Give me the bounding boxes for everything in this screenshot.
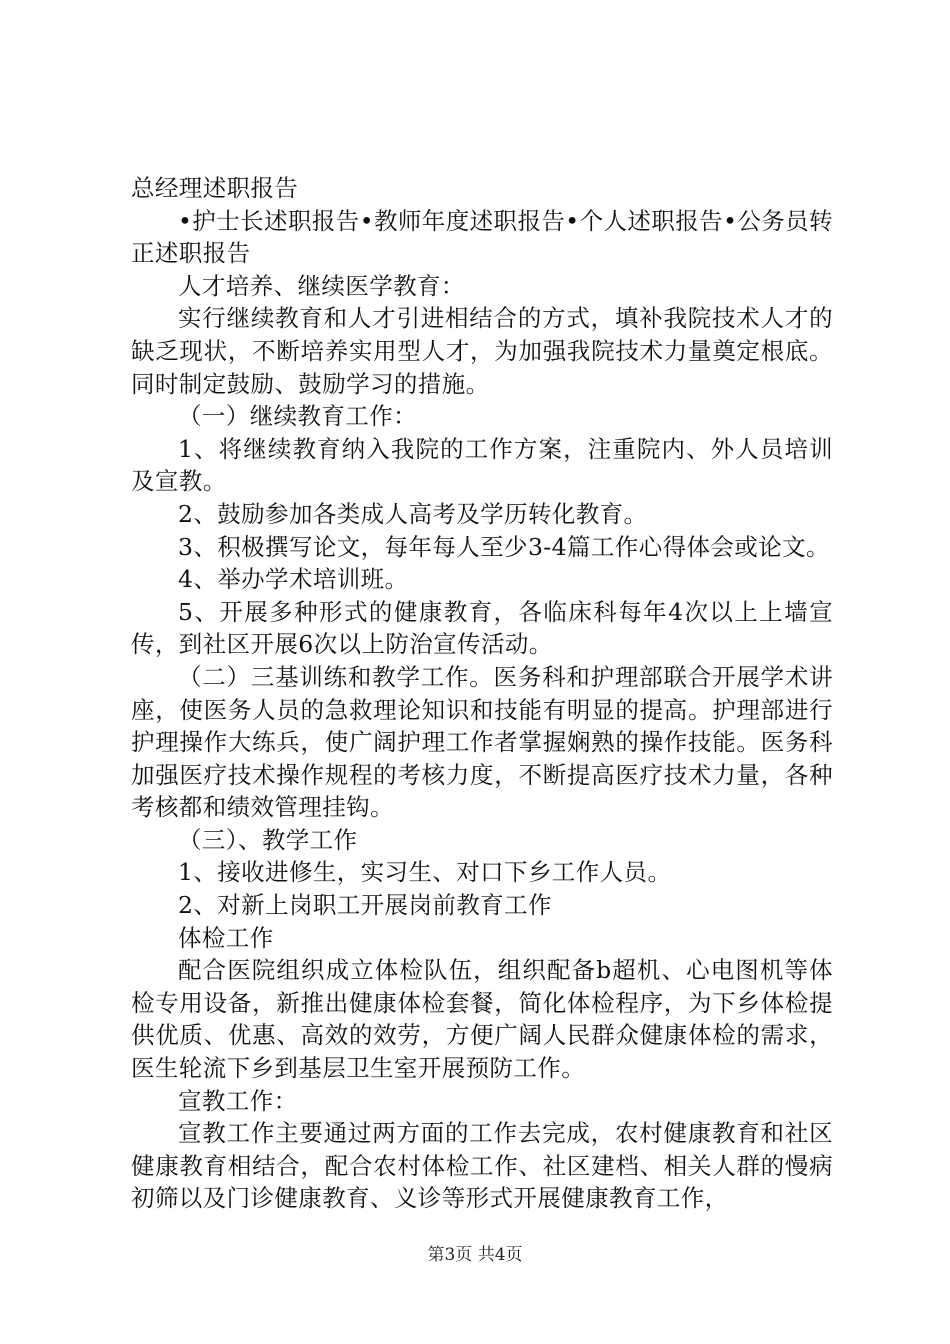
paragraph: （二）三基训练和教学工作。医务科和护理部联合开展学术讲座，使医务人员的急救理论知识和技能有明显的提高。护理部进行护理操作大练兵，使广阔护理工作者掌握娴熟的操作技能。医务科加强医疗技术操作规程的考核力度，不断提高医疗技术力量，各种考核都和绩效管理挂钩。 <box>131 662 833 822</box>
list-item: 1、将继续教育纳入我院的工作方案，注重院内、外人员培训及宣教。 <box>131 434 833 496</box>
paragraph: 实行继续教育和人才引进相结合的方式，填补我院技术人才的缺乏现状，不断培养实用型人才，为加强我院技术力量奠定根底。同时制定鼓励、鼓励学习的措施。 <box>131 304 833 398</box>
paragraph: 配合医院组织成立体检队伍，组织配备b超机、心电图机等体检专用设备，新推出健康体检套餐，简化体检程序，为下乡体检提供优质、优惠、高效的效劳，方便广阔人民群众健康体检的需求，医生轮流下乡到基层卫生室开展预防工作。 <box>131 956 833 1083</box>
subsection-heading: （一）继续教育工作： <box>178 402 417 431</box>
list-item: 5、开展多种形式的健康教育，各临床科每年4次以上上墙宣传，到社区开展6次以上防治宣传活动。 <box>131 597 833 659</box>
list-item: 2、鼓励参加各类成人高考及学历转化教育。 <box>178 499 648 528</box>
related-links-line: •护士长述职报告•教师年度述职报告•个人述职报告•公务员转正述职报告 <box>131 206 833 268</box>
list-item: 1、接收进修生，实习生、对口下乡工作人员。 <box>178 858 672 887</box>
heading-line: 总经理述职报告 <box>131 174 299 202</box>
list-item: 2、对新上岗职工开展岗前教育工作 <box>178 891 552 920</box>
section-heading: 宣教工作： <box>178 1086 298 1115</box>
list-item: 3、积极撰写论文，每年每人至少3-4篇工作心得体会或论文。 <box>178 532 830 561</box>
page-number-footer: 第3页 共4页 <box>427 1245 523 1265</box>
document-body <box>131 172 833 1215</box>
section-heading: 人才培养、继续医学教育： <box>178 271 465 300</box>
paragraph: 宣教工作主要通过两方面的工作去完成，农村健康教育和社区健康教育相结合，配合农村体检工作、社区建档、相关人群的慢病初筛以及门诊健康教育、义诊等形式开展健康教育工作， <box>131 1119 833 1213</box>
subsection-heading: （三）、教学工作 <box>178 825 358 854</box>
section-heading: 体检工作 <box>178 923 274 952</box>
list-item: 4、举办学术培训班。 <box>178 565 409 594</box>
